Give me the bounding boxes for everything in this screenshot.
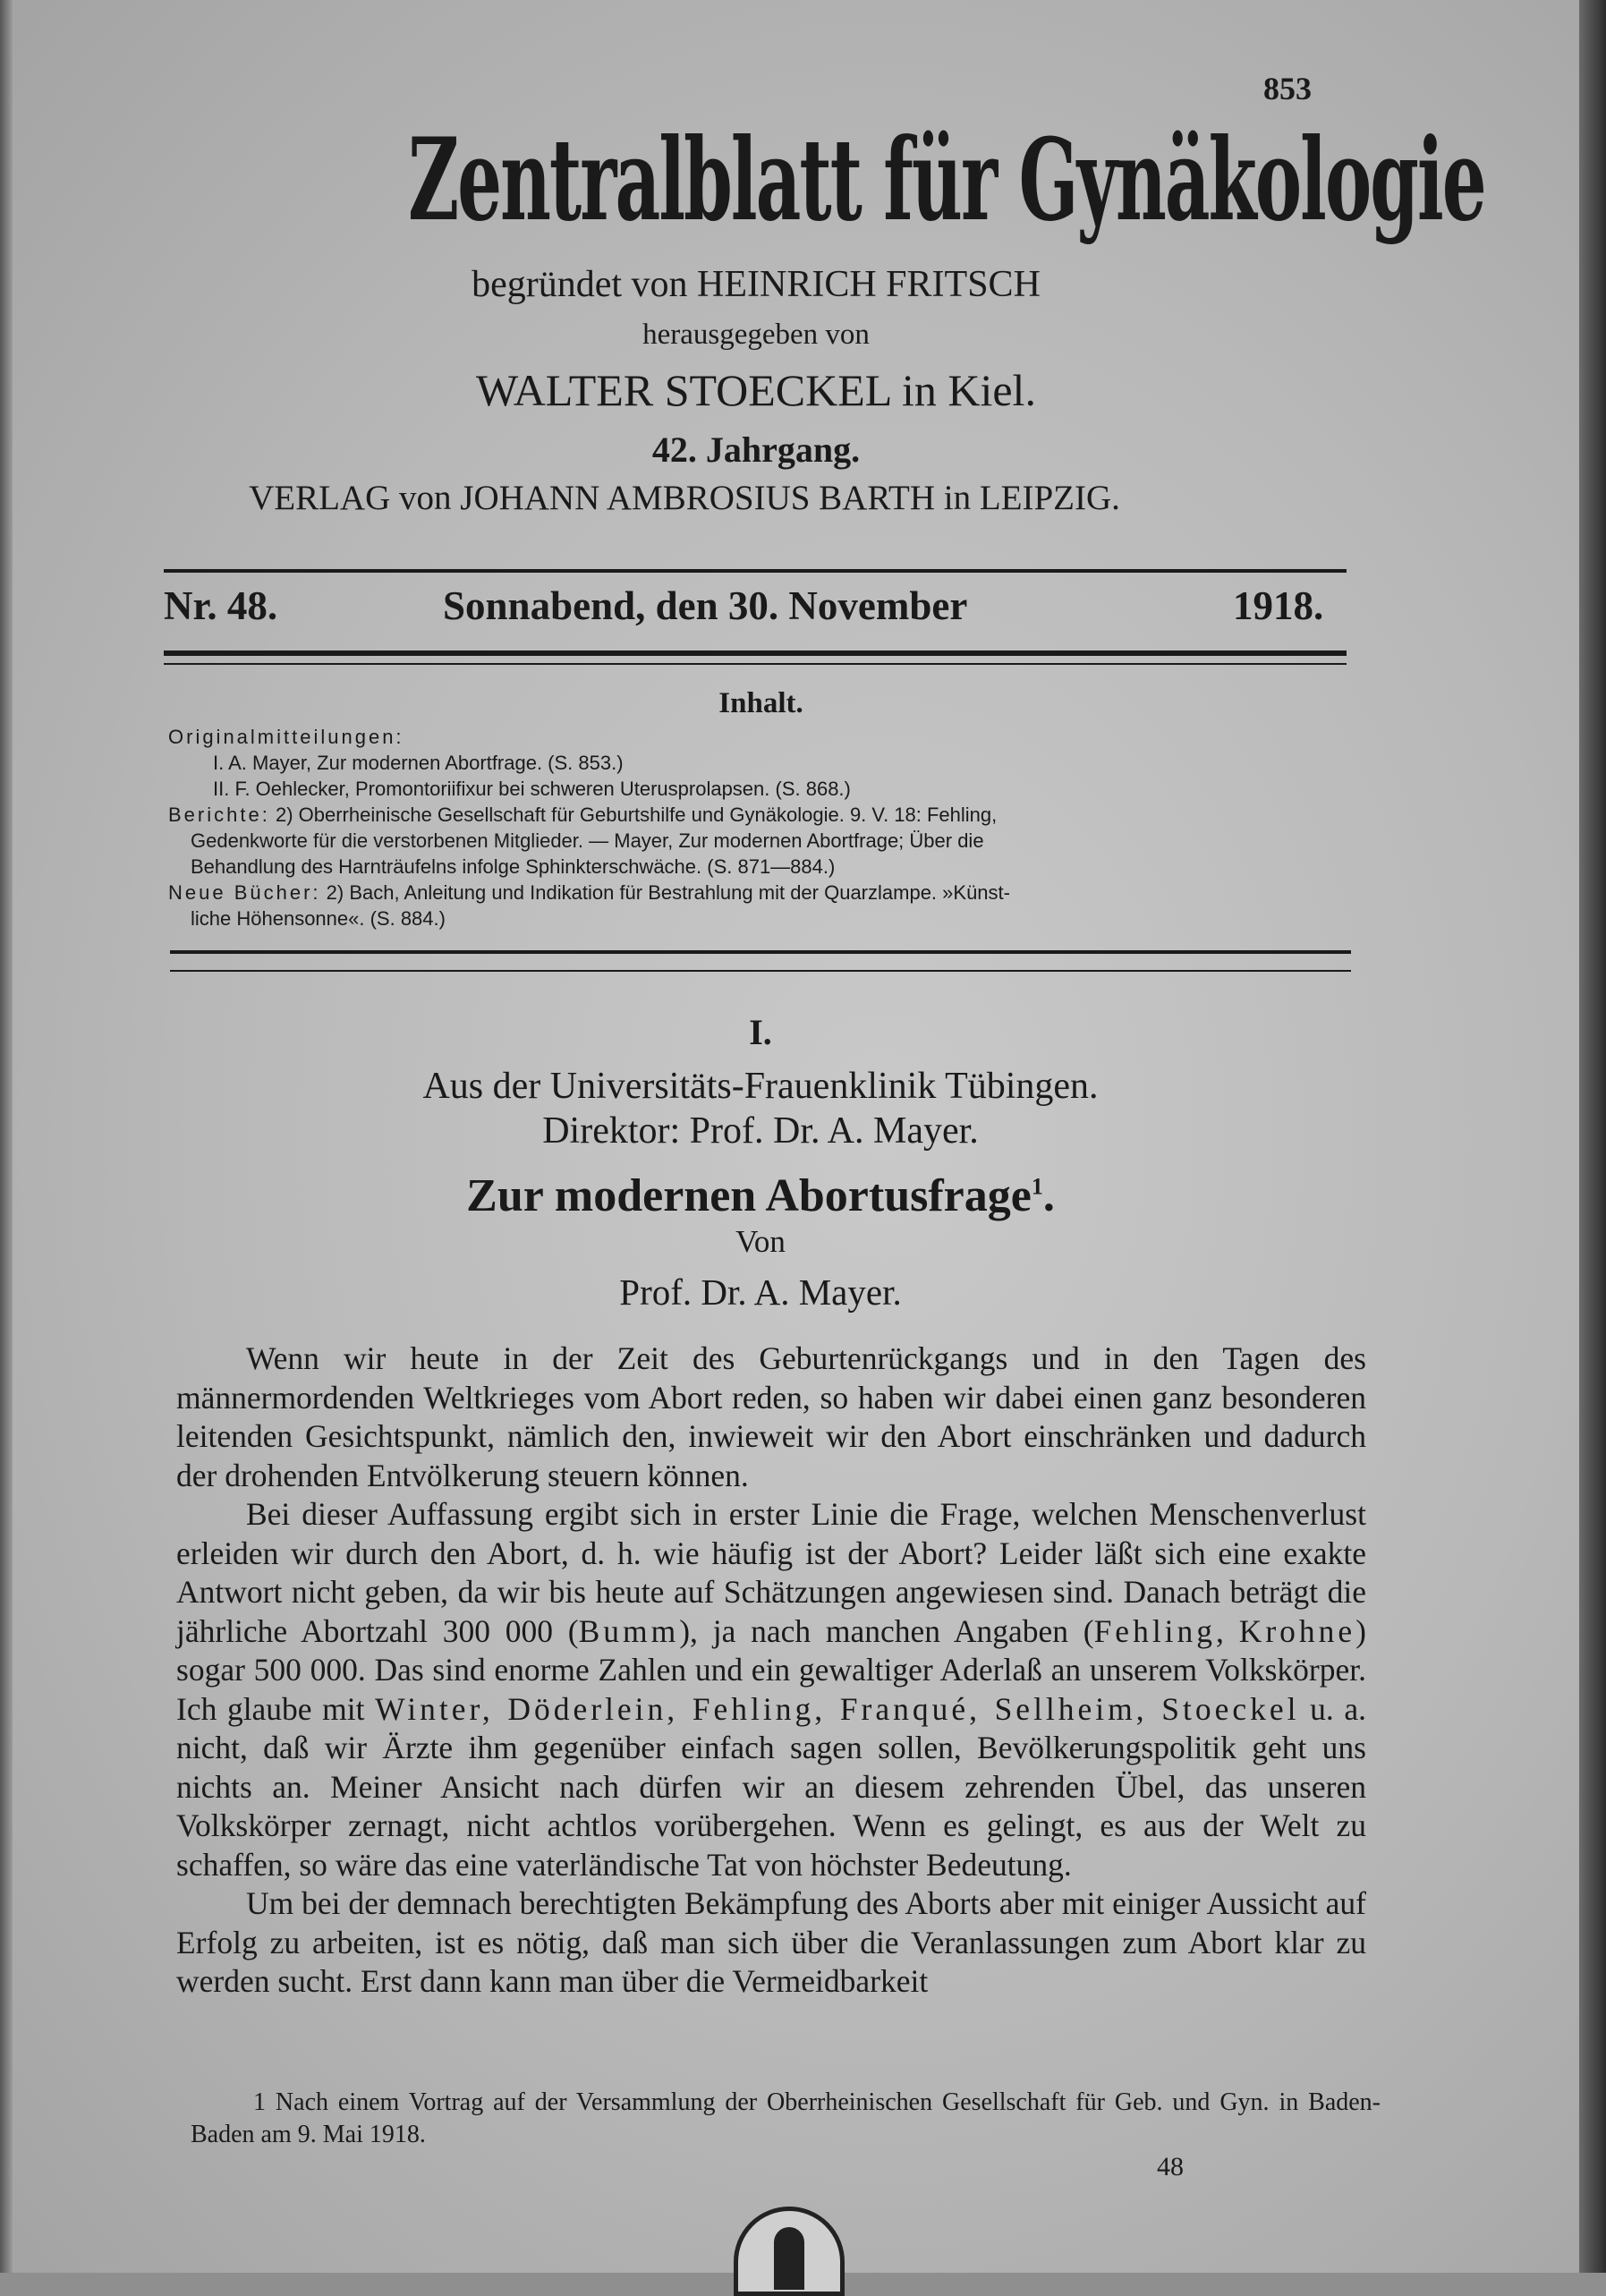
toc-books-label: Neue Bücher:	[168, 881, 321, 904]
article-title	[340, 1169, 1181, 1222]
editor-intro: herausgegeben von	[642, 319, 870, 351]
p2-fehling: Fehling	[1093, 1612, 1217, 1649]
toc-reports-line-2: Gedenkworte für die verstorbenen Mitglieder. — Mayer, Zur modernen Abortfrage; Über die	[191, 829, 984, 852]
contents-heading: Inhalt.	[718, 687, 803, 719]
article-author: Prof. Dr. A. Mayer.	[619, 1271, 902, 1313]
volume-label: 42. Jahrgang.	[651, 429, 861, 470]
footnote	[191, 2087, 1381, 2151]
director-line: Direktor: Prof. Dr. A. Mayer.	[542, 1110, 979, 1152]
toc-books-line-1: 2) Bach, Anleitung und Indikation für Bestrahlung mit der Quarzlampe. »Künst-	[326, 881, 1010, 904]
article-number: I.	[749, 1012, 772, 1052]
issue-bottom-rule-thin	[164, 663, 1347, 665]
p2-part-d: ) sogar 500 000. Das sind enorme Zahlen und ein gewaltiger Aderlaß an unserem Volkskörper. Ich glaube mit	[176, 1612, 1366, 1727]
toc-original-2: II. F. Oehlecker, Promontoriifixur bei schweren Uterusprolapsen. (S. 868.)	[213, 778, 851, 800]
p2-names: Winter, Döderlein, Fehling, Franqué, Sellheim, Stoeckel	[375, 1690, 1300, 1727]
toc-books	[168, 880, 1354, 906]
publisher-emblem-icon	[734, 2207, 845, 2296]
toc-reports-label: Berichte:	[168, 804, 270, 826]
toc-originals-label: Originalmitteilungen:	[168, 726, 404, 748]
issue-year: 1918.	[1233, 583, 1324, 628]
toc-reports-line-3: Behandlung des Harnträufelns infolge Sphinkterschwäche. (S. 871—884.)	[191, 855, 836, 878]
journal-title: Zentralblatt für Gynäkologie	[408, 114, 1485, 246]
footnote-mark: 1	[253, 2088, 266, 2116]
p2-part-c: ,	[1216, 1612, 1239, 1649]
byline-von: Von	[735, 1224, 786, 1259]
paragraph-3: Um bei der demnach berechtigten Bekämpfung des Aborts aber mit einiger Aussicht auf Erfolg zu arbeiten, ist es nötig, daß man sich über die Veranlassungen zum Abort klar zu werden sucht. Erst dann kann man über die Vermeidbarkeit	[176, 1885, 1366, 1999]
contents-bottom-rule-thin	[170, 970, 1351, 972]
toc-reports-line-1: 2) Oberrheinische Gesellschaft für Geburtshilfe und Gynäkologie. 9. V. 18: Fehling,	[275, 804, 998, 826]
issue-date: Sonnabend, den 30. November	[443, 583, 968, 628]
issue-number: Nr. 48.	[164, 583, 278, 628]
table-of-contents	[168, 687, 1354, 931]
paragraph-2	[176, 1495, 1366, 1884]
issue-top-rule	[164, 569, 1347, 573]
publisher-line: VERLAG von JOHANN AMBROSIUS BARTH in LEIPZIG.	[249, 479, 1120, 517]
article-title-end: .	[1042, 1170, 1055, 1221]
issue-bottom-rule	[164, 651, 1347, 656]
tower-icon	[774, 2227, 804, 2290]
p2-part-a: Bei dieser Auffassung ergibt sich in erster Linie die Frage, welchen Menschenverlust erleiden wir durch den Abort, d. h. wie häufig ist der Abort? Leider läßt sich eine exakte Antwort nicht geben, da wir bis heute auf Schätzungen angewiesen sind. Danach beträgt die jährliche Abortzahl 300 000 (	[176, 1496, 1366, 1649]
p2-part-e: u. a. nicht, daß wir Ärzte ihm gegenüber einfach sagen sollen, Bevölkerungspolitik geht uns nichts an. Meiner Ansicht nach dürfen wir an diesem zehrenden Übel, das unseren Volkskörper zernagt, nicht achtlos vorübergehen. Wenn es gelingt, es aus der Welt zu schaffen, so wäre das eine vaterländische Tat von höchster Bedeutung.	[176, 1690, 1367, 1883]
sheet-signature-number: 48	[1157, 2152, 1184, 2181]
p2-krohne: Krohne	[1238, 1612, 1356, 1649]
page-right-edge	[1579, 0, 1606, 2273]
masthead	[242, 114, 1485, 518]
toc-reports	[168, 802, 1354, 828]
toc-original-1: I. A. Mayer, Zur modernen Abortfrage. (S. 853.)	[213, 752, 624, 774]
editor-name: WALTER STOECKEL in Kiel.	[476, 365, 1036, 415]
clinic-line: Aus der Universitäts-Frauenklinik Tübingen.	[422, 1066, 1099, 1107]
p2-part-b: ), ja nach manchen Angaben (	[679, 1612, 1094, 1649]
title-footnote-mark: 1	[1031, 1173, 1043, 1200]
footnote-text: Nach einem Vortrag auf der Versammlung der Oberrheinischen Gesellschaft für Geb. und Gyn. in Baden-Baden am 9. Mai 1918.	[191, 2088, 1381, 2148]
paragraph-1: Wenn wir heute in der Zeit des Geburtenrückgangs und in den Tagen des männermordenden Weltkrieges vom Abort reden, so haben wir dabei einen ganz besonderen leitenden Gesichtspunkt, nämlich den, inwieweit wir den Abort einschränken und dadurch der drohenden Entvölkerung steuern können.	[176, 1340, 1366, 1493]
p2-bumm: Bumm	[578, 1612, 680, 1649]
toc-books-line-2: liche Höhensonne«. (S. 884.)	[191, 907, 446, 930]
contents-bottom-rule	[170, 950, 1351, 954]
article-title-text: Zur modernen Abortusfrage	[466, 1170, 1032, 1221]
founder-line: begründet von HEINRICH FRITSCH	[472, 264, 1041, 305]
article-body	[176, 1339, 1366, 2002]
page-left-edge	[0, 0, 13, 2273]
article-header	[340, 1011, 1181, 1314]
page-number: 853	[1263, 71, 1312, 106]
